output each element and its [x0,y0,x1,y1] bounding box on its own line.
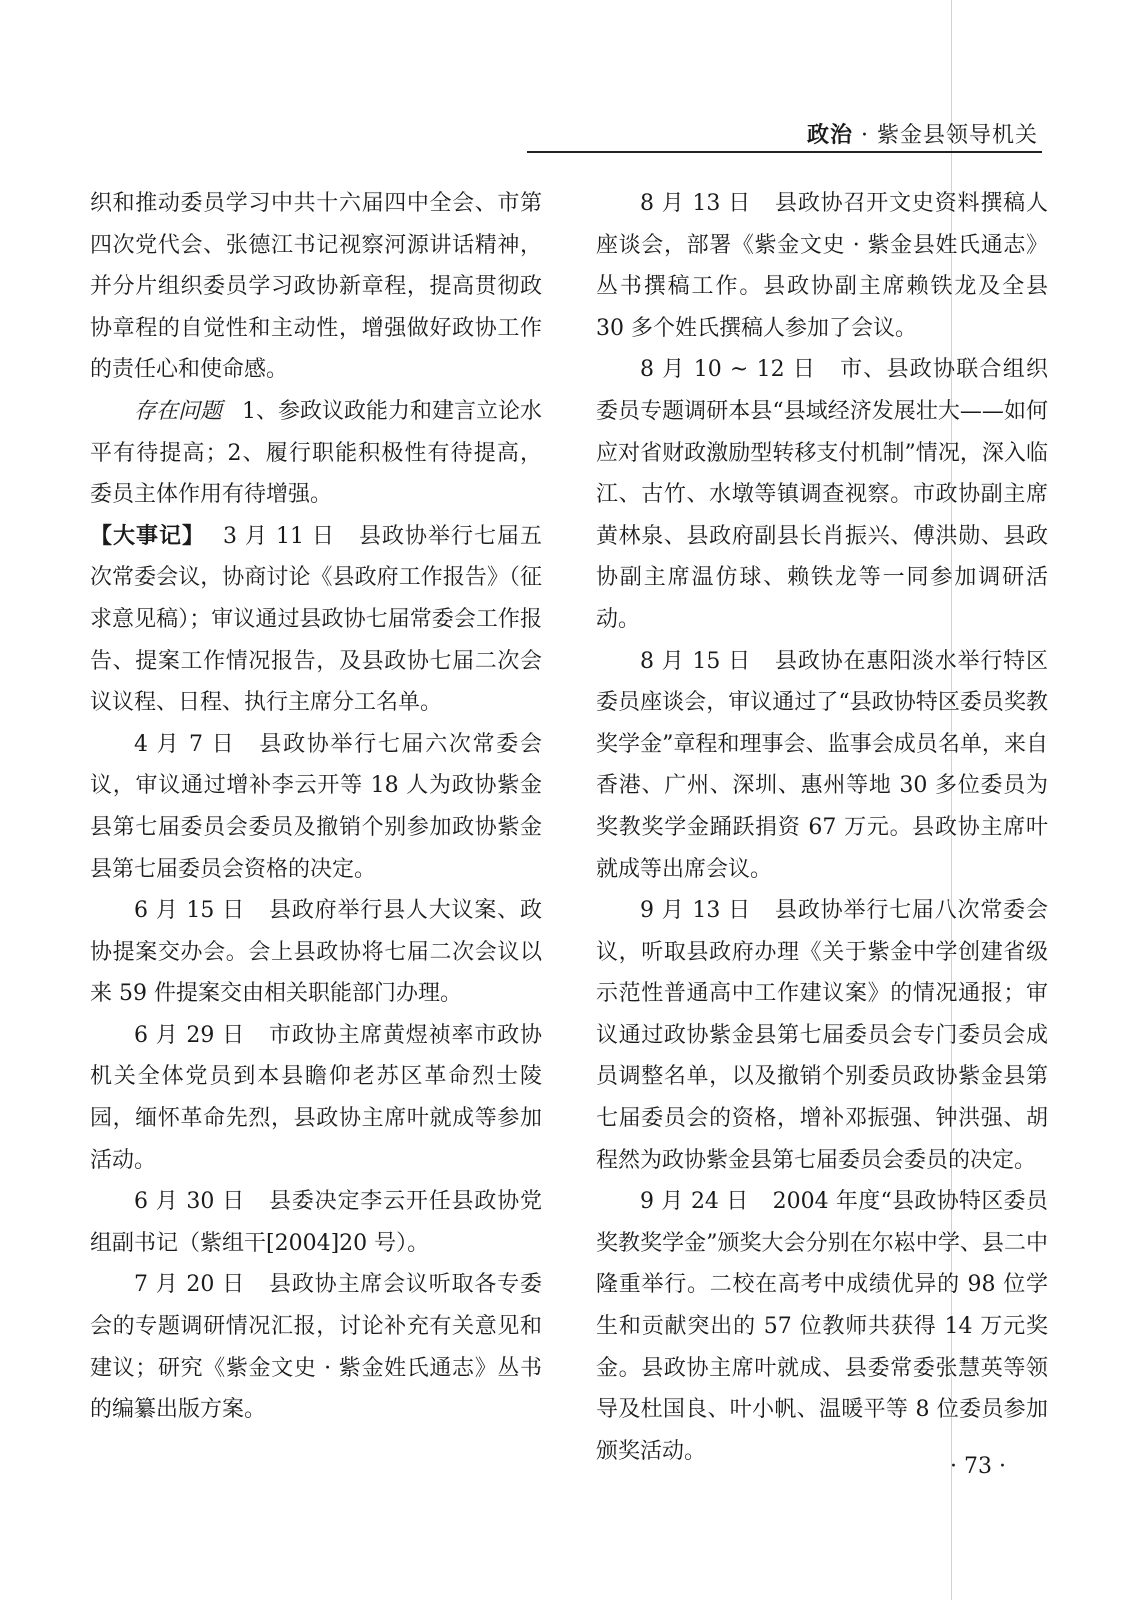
running-header [807,118,1038,149]
event-text: 县政协举行七届八次常委会议，听取县政府办理《关于紫金中学创建省级示范性普通高中工作建议案》的情况通报；审议通过政协紫金县第七届委员会专门委员会成员调整名单，以及撤销个别委员政协紫金县第七届委员会的资格，增补邓振强、钟洪强、胡程然为政协紫金县第七届委员会委员的决定。 [596,898,1048,1173]
event-date: 9 月 13 日 [640,898,752,924]
event-text: 县政府举行县人大议案、政协提案交办会。会上县政协将七届二次会议以来 59 件提案交由相关职能部门办理。 [90,898,542,1007]
event-entry [596,183,1048,349]
event-date: 7 月 20 日 [134,1272,246,1298]
left-column [90,183,542,1431]
event-date: 6 月 30 日 [134,1189,246,1215]
event-text: 县委决定李云开任县政协党组副书记（紫组干[2004]20 号）。 [90,1189,542,1256]
event-text: 市政协主席黄煜祯率市政协机关全体党员到本县瞻仰老苏区革命烈士陵园，缅怀革命先烈，县政协主席叶就成等参加活动。 [90,1022,542,1173]
paragraph-chronicle-start [90,516,542,724]
event-entry [596,890,1048,1181]
event-entry [596,1181,1048,1472]
event-date: 8 月 10 ~ 12 日 [640,357,817,383]
event-text: 县政协主席会议听取各专委会的专题调研情况汇报，讨论补充有关意见和建议；研究《紫金文史 · 紫金姓氏通志》丛书的编纂出版方案。 [90,1272,542,1423]
event-text: 县政协举行七届六次常委会议，审议通过增补李云开等 18 人为政协紫金县第七届委员会委员及撤销个别参加政协紫金县第七届委员会资格的决定。 [90,731,542,882]
event-entry [596,641,1048,891]
event-date: 6 月 29 日 [134,1022,246,1048]
header-section: 政治 [806,123,853,148]
event-text: 2004 年度“县政协特区委员奖教奖学金”颁奖大会分别在尔崧中学、县二中隆重举行。二校在高考中成绩优异的 98 位学生和贡献突出的 57 位教师共获得 14 万元奖金。县政协主席叶就成、县委常委张慧英等领导及杜国良、叶小帆、温暖平等 8 位委员参加颁奖活动。 [596,1189,1048,1464]
header-separator: · [860,123,869,148]
event-text: 县政协举行七届五次常委会议，协商讨论《县政府工作报告》（征求意见稿）；审议通过县政协七届常委会工作报告、提案工作情况报告，及县政协七届二次会议议程、日程、执行主席分工名单。 [90,523,542,716]
event-text: 县政协召开文史资料撰稿人座谈会，部署《紫金文史 · 紫金县姓氏通志》丛书撰稿工作。县政协副主席赖铁龙及全县 30 多个姓氏撰稿人参加了会议。 [596,191,1048,341]
event-date: 3 月 11 日 [223,523,335,549]
event-date: 6 月 15 日 [134,898,246,924]
event-entry [90,1015,542,1181]
right-column [596,183,1048,1472]
event-date: 8 月 15 日 [640,648,752,674]
page-number: · 73 · [950,1454,1006,1479]
event-date: 8 月 13 日 [640,191,752,216]
paragraph-text: 织和推动委员学习中共十六届四中全会、市第四次党代会、张德江书记视察河源讲话精神，并分片组织委员学习政协新章程，提高贯彻政协章程的自觉性和主动性，增强做好政协工作的责任心和使命感。 [90,191,542,383]
event-entry [90,1264,542,1430]
header-rule [527,151,1042,153]
event-entry [90,1181,542,1264]
event-date: 4 月 7 日 [134,731,236,757]
event-date: 9 月 24 日 [640,1189,749,1215]
problems-heading: 存在问题 [134,398,223,424]
event-text: 县政协在惠阳淡水举行特区委员座谈会，审议通过了“县政协特区委员奖教奖学金”章程和理事会、监事会成员名单，来自香港、广州、深圳、惠州等地 30 多位委员为奖教奖学金踊跃捐资 67 万元。县政协主席叶就成等出席会议。 [596,648,1048,882]
event-entry [90,890,542,1015]
chronicle-heading: 【大事记】 [90,523,205,549]
paragraph-continued [90,183,542,391]
event-entry [90,724,542,890]
paragraph-problems [90,391,542,516]
paragraph-text: 1、参政议政能力和建言立论水平有待提高；2、履行职能积极性有待提高，委员主体作用有待增强。 [90,398,543,508]
event-entry [596,349,1048,640]
header-subsection: 紫金县领导机关 [876,123,1038,148]
event-text: 市、县政协联合组织委员专题调研本县“县域经济发展壮大——如何应对省财政激励型转移支付机制”情况，深入临江、古竹、水墩等镇调查视察。市政协副主席黄林泉、县政府副县长肖振兴、傅洪勋、县政协副主席温仿球、赖铁龙等一同参加调研活动。 [596,357,1048,632]
